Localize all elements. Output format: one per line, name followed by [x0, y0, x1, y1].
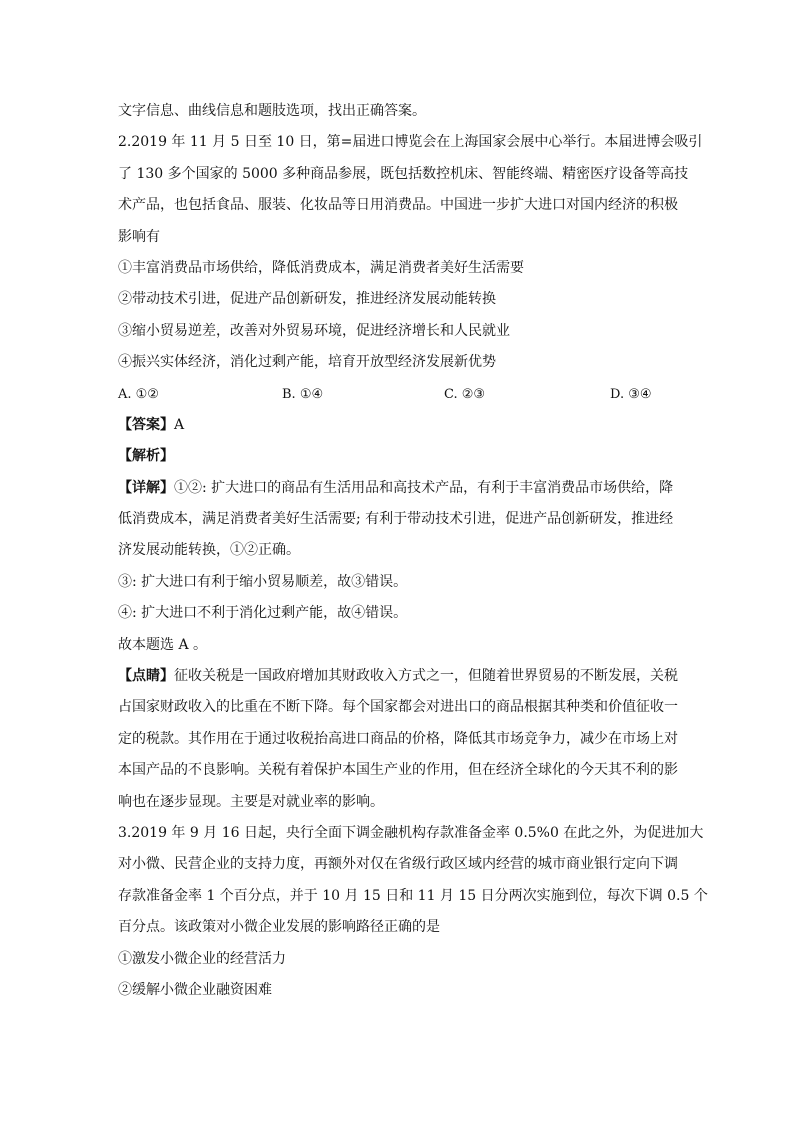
option-d: D. ③④ — [610, 386, 652, 402]
question-2-item-3: ③缩小贸易逆差，改善对外贸易环境，促进经济增长和人民就业 — [118, 322, 510, 339]
question-2-stem-line-1: 2.2019 年 11 月 5 日至 10 日，第=届进口博览会在上海国家会展中心举行。本届进博会吸引 — [118, 134, 703, 151]
wrong-item-3: ③: 扩大进口有利于缩小贸易顺差，故③错误。 — [118, 573, 408, 590]
detail-line-1 — [118, 473, 686, 504]
detail-text-1: ①②: 扩大进口的商品有生活用品和高技术产品，有利于丰富消费品市场供给，降 — [174, 479, 674, 496]
question-2 — [118, 127, 703, 818]
option-a: A. ①② — [118, 386, 159, 402]
note-line-4: 本国产品的不良影响。关税有着保护本国生产业的作用，但在经济全球化的今天其不利的影 — [118, 762, 678, 779]
conclusion-line: 故本题选 A 。 — [118, 636, 208, 653]
question-2-item-4: ④振兴实体经济，消化过剩产能，培育开放型经济发展新优势 — [118, 354, 496, 371]
question-3 — [118, 818, 708, 1006]
question-2-options — [118, 379, 686, 410]
question-2-item-1: ①丰富消费品市场供给，降低消费成本，满足消费者美好生活需要 — [118, 259, 524, 276]
detail-line-3: 济发展动能转换，①②正确。 — [118, 542, 300, 559]
detail-line-2: 低消费成本，满足消费者美好生活需要; 有利于带动技术引进，促进产品创新研发，推进经 — [118, 511, 674, 528]
question-3-stem-line-4: 百分点。该政策对小微企业发展的影响路径正确的是 — [118, 919, 440, 936]
analysis-tag: 【解析】 — [118, 448, 174, 465]
document-page — [118, 96, 708, 1006]
answer-line — [118, 410, 686, 441]
note-tag: 【点睛】 — [118, 668, 174, 685]
question-2-stem-line-4: 影响有 — [118, 228, 160, 245]
note-line-5: 响也在逐步显现。主要是对就业率的影响。 — [118, 793, 384, 810]
option-b: B. ①④ — [282, 386, 324, 402]
answer-value: A — [174, 416, 185, 433]
note-line-1 — [118, 661, 686, 692]
option-c: C. ②③ — [444, 386, 486, 402]
question-3-item-1: ①激发小微企业的经营活力 — [118, 950, 286, 967]
question-2-stem-line-2: 了 130 多个国家的 5000 多种商品参展，既包括数控机床、智能终端、精密医疗设备等高技 — [118, 165, 689, 182]
answer-tag: 【答案】 — [118, 416, 174, 433]
question-3-stem-line-3: 存款准备金率 1 个百分点，并于 10 月 15 日和 11 月 15 日分两次实施到位，每次下调 0.5 个 — [118, 887, 708, 904]
detail-tag: 【详解】 — [118, 479, 174, 496]
intro-line: 文字信息、曲线信息和题肢选项，找出正确答案。 — [118, 103, 426, 119]
wrong-item-4: ④: 扩大进口不利于消化过剩产能，故④错误。 — [118, 605, 408, 622]
question-3-stem-line-2: 对小微、民营企业的支持力度，再额外对仅在省级行政区域内经营的城市商业银行定向下调 — [118, 856, 678, 873]
note-line-2: 占国家财政收入的比重在不断下降。每个国家都会对进出口的商品根据其种类和价值征收一 — [118, 699, 678, 716]
question-2-item-2: ②带动技术引进，促进产品创新研发，推进经济发展动能转换 — [118, 291, 496, 308]
question-3-stem-line-1: 3.2019 年 9 月 16 日起，央行全面下调金融机构存款准备金率 0.5%0 在此之外，为促进加大 — [118, 824, 704, 841]
question-3-item-2: ②缓解小微企业融资困难 — [118, 981, 272, 998]
note-line-3: 定的税款。其作用在于通过收税抬高进口商品的价格，降低其市场竞争力，减少在市场上对 — [118, 730, 678, 747]
question-2-stem-line-3: 术产品，也包括食品、服装、化妆品等日用消费品。中国进一步扩大进口对国内经济的积极 — [118, 197, 678, 214]
note-text-1: 征收关税是一国政府增加其财政收入方式之一，但随着世界贸易的不断发展，关税 — [174, 668, 678, 685]
analysis-line — [118, 441, 686, 472]
